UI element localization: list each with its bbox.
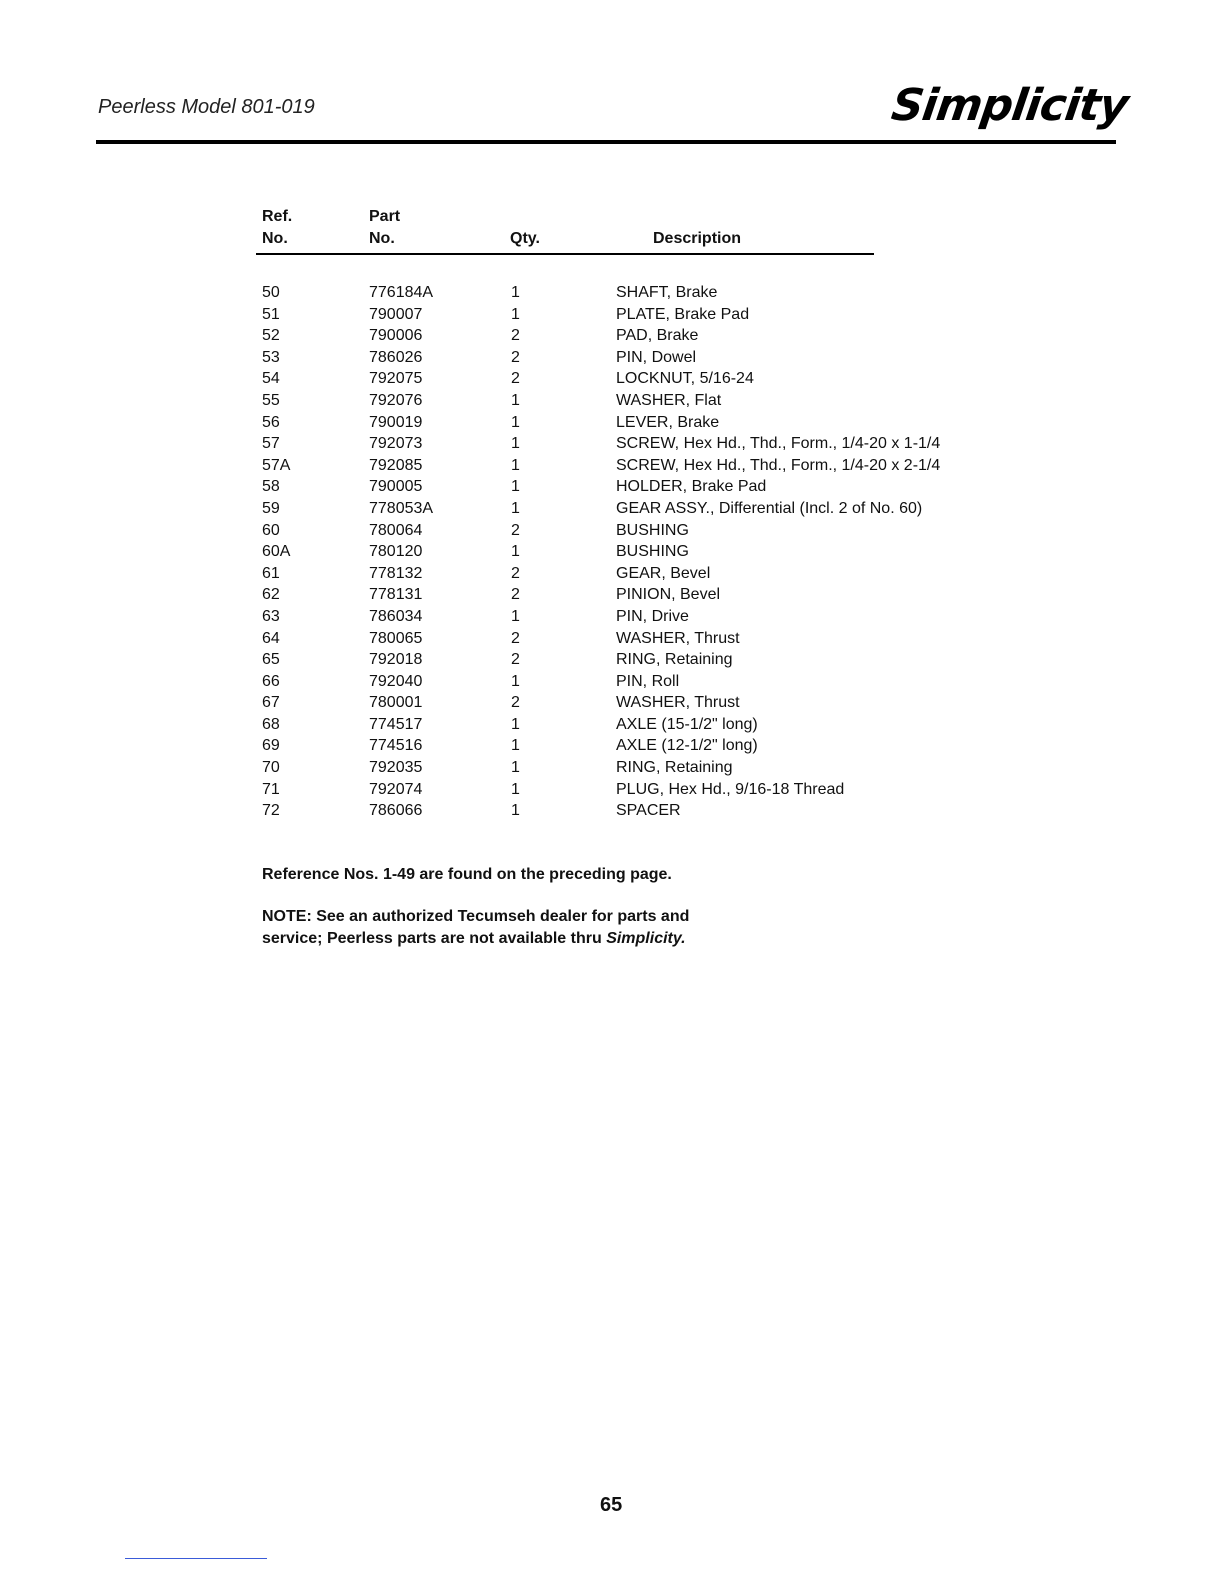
table-body (262, 282, 1062, 822)
part-cell: 776184A (369, 284, 434, 301)
description-cell: PIN, Drive (616, 607, 689, 625)
qty-cell: 1 (511, 607, 520, 625)
part-cell: 790005 (369, 478, 423, 496)
ref-cell: 64 (262, 629, 280, 647)
qty-cell: 1 (511, 672, 520, 690)
qty-cell: 1 (511, 543, 520, 561)
qty-cell: 1 (511, 759, 520, 777)
dealer-note-brand: Simplicity. (606, 930, 686, 947)
description-cell: SCREW, Hex Hd., Thd., Form., 1/4-20 x 2-1/4 (616, 456, 941, 474)
table-row (262, 325, 1062, 347)
qty-header: Qty. (510, 230, 540, 247)
description-cell: AXLE (12-1/2" long) (616, 737, 758, 755)
ref-cell: 63 (262, 607, 280, 625)
ref-cell: 60 (262, 521, 280, 539)
description-cell: LEVER, Brake (616, 413, 720, 431)
description-cell: WASHER, Thrust (616, 694, 740, 712)
footer-rule (125, 1558, 267, 1559)
part-cell: 792018 (369, 651, 423, 669)
table-row (262, 584, 1062, 606)
table-row (262, 304, 1062, 326)
part-cell: 780064 (369, 521, 423, 539)
description-cell: HOLDER, Brake Pad (616, 478, 767, 496)
ref-cell: 69 (262, 737, 280, 755)
part-cell: 792074 (369, 780, 423, 798)
table-row (262, 498, 1062, 520)
ref-cell: 72 (262, 802, 280, 820)
qty-cell: 1 (511, 284, 520, 301)
header-divider (96, 140, 1116, 144)
part-cell: 792085 (369, 456, 423, 474)
description-header: Description (653, 230, 742, 247)
table-row (262, 541, 1062, 563)
description-cell: PIN, Dowel (616, 348, 697, 366)
ref-cell: 71 (262, 780, 280, 798)
description-cell: LOCKNUT, 5/16-24 (616, 370, 754, 388)
qty-cell: 2 (511, 586, 520, 604)
description-cell: RING, Retaining (616, 759, 733, 777)
qty-cell: 2 (511, 629, 520, 647)
table-row (262, 606, 1062, 628)
ref-cell: 51 (262, 305, 280, 323)
table-row (262, 347, 1062, 369)
description-cell: RING, Retaining (616, 651, 733, 669)
table-row (262, 692, 1062, 714)
description-cell: BUSHING (616, 543, 689, 561)
table-row (262, 282, 1062, 304)
part-cell: 778131 (369, 586, 423, 604)
part-cell: 790007 (369, 305, 423, 323)
part-header-top: Part (369, 208, 401, 225)
qty-cell: 2 (511, 694, 520, 712)
table-row (262, 455, 1062, 477)
ref-cell: 59 (262, 499, 280, 517)
ref-cell: 57 (262, 435, 280, 453)
table-row (262, 649, 1062, 671)
ref-header-top: Ref. (262, 208, 293, 225)
part-cell: 792040 (369, 672, 423, 690)
table-row (262, 779, 1062, 801)
part-cell: 786066 (369, 802, 423, 820)
qty-cell: 1 (511, 802, 520, 820)
description-cell: AXLE (15-1/2" long) (616, 715, 758, 733)
qty-cell: 1 (511, 499, 520, 517)
table-row (262, 433, 1062, 455)
dealer-note-line1: NOTE: See an authorized Tecumseh dealer for parts and (262, 908, 690, 925)
ref-cell: 52 (262, 327, 280, 345)
part-cell: 792075 (369, 370, 423, 388)
dealer-note-line2: service; Peerless parts are not available thru (262, 930, 602, 947)
description-cell: GEAR, Bevel (616, 564, 711, 582)
table-row (262, 476, 1062, 498)
table-row (262, 368, 1062, 390)
description-cell: WASHER, Flat (616, 391, 722, 409)
part-header-bottom: No. (369, 230, 395, 247)
simplicity-logo: Simplicity (888, 80, 1131, 131)
part-cell: 774516 (369, 737, 423, 755)
part-cell: 778053A (369, 499, 434, 517)
ref-cell: 70 (262, 759, 280, 777)
description-cell: PINION, Bevel (616, 586, 721, 604)
part-cell: 792035 (369, 759, 423, 777)
qty-cell: 1 (511, 478, 520, 496)
table-header-divider (256, 253, 874, 255)
table-row (262, 671, 1062, 693)
description-cell: BUSHING (616, 521, 689, 539)
part-cell: 792073 (369, 435, 423, 453)
ref-cell: 57A (262, 456, 291, 474)
qty-cell: 2 (511, 564, 520, 582)
qty-cell: 1 (511, 391, 520, 409)
ref-cell: 61 (262, 564, 280, 582)
ref-cell: 65 (262, 651, 280, 669)
qty-cell: 1 (511, 737, 520, 755)
table-row (262, 563, 1062, 585)
part-cell: 786034 (369, 607, 423, 625)
part-cell: 786026 (369, 348, 423, 366)
dealer-note (262, 906, 902, 950)
table-row (262, 714, 1062, 736)
ref-header-bottom: No. (262, 230, 288, 247)
description-cell: PLUG, Hex Hd., 9/16-18 Thread (616, 780, 845, 798)
ref-cell: 55 (262, 391, 280, 409)
qty-cell: 1 (511, 435, 520, 453)
qty-cell: 1 (511, 305, 520, 323)
qty-cell: 2 (511, 651, 520, 669)
table-row (262, 757, 1062, 779)
qty-cell: 2 (511, 348, 520, 366)
qty-cell: 2 (511, 327, 520, 345)
description-cell: GEAR ASSY., Differential (Incl. 2 of No. 60) (616, 499, 923, 517)
ref-cell: 60A (262, 543, 291, 561)
part-cell: 780065 (369, 629, 423, 647)
description-cell: SCREW, Hex Hd., Thd., Form., 1/4-20 x 1-1/4 (616, 435, 941, 453)
part-cell: 792076 (369, 391, 423, 409)
ref-cell: 67 (262, 694, 280, 712)
table-row (262, 390, 1062, 412)
description-cell: SPACER (616, 802, 681, 820)
page-number: 65 (600, 1494, 623, 1516)
part-cell: 774517 (369, 715, 423, 733)
description-cell: PAD, Brake (616, 327, 699, 345)
part-cell: 790019 (369, 413, 423, 431)
table-row (262, 735, 1062, 757)
notes-section (262, 864, 902, 950)
part-cell: 790006 (369, 327, 423, 345)
ref-cell: 62 (262, 586, 280, 604)
ref-cell: 56 (262, 413, 280, 431)
qty-cell: 1 (511, 456, 520, 474)
table-row (262, 520, 1062, 542)
description-cell: PIN, Roll (616, 672, 680, 690)
table-row (262, 412, 1062, 434)
table-row (262, 800, 1062, 822)
qty-cell: 2 (511, 521, 520, 539)
qty-cell: 1 (511, 413, 520, 431)
table-row (262, 628, 1062, 650)
ref-cell: 66 (262, 672, 280, 690)
part-cell: 778132 (369, 564, 423, 582)
part-cell: 780120 (369, 543, 423, 561)
qty-cell: 2 (511, 370, 520, 388)
reference-note: Reference Nos. 1-49 are found on the preceding page. (262, 866, 672, 883)
ref-cell: 53 (262, 348, 280, 366)
ref-cell: 54 (262, 370, 280, 388)
ref-cell: 68 (262, 715, 280, 733)
qty-cell: 1 (511, 780, 520, 798)
description-cell: SHAFT, Brake (616, 284, 718, 301)
part-cell: 780001 (369, 694, 423, 712)
description-cell: WASHER, Thrust (616, 629, 740, 647)
model-title: Peerless Model 801-019 (98, 96, 315, 118)
ref-cell: 58 (262, 478, 280, 496)
qty-cell: 1 (511, 715, 520, 733)
ref-cell: 50 (262, 284, 280, 301)
description-cell: PLATE, Brake Pad (616, 305, 750, 323)
